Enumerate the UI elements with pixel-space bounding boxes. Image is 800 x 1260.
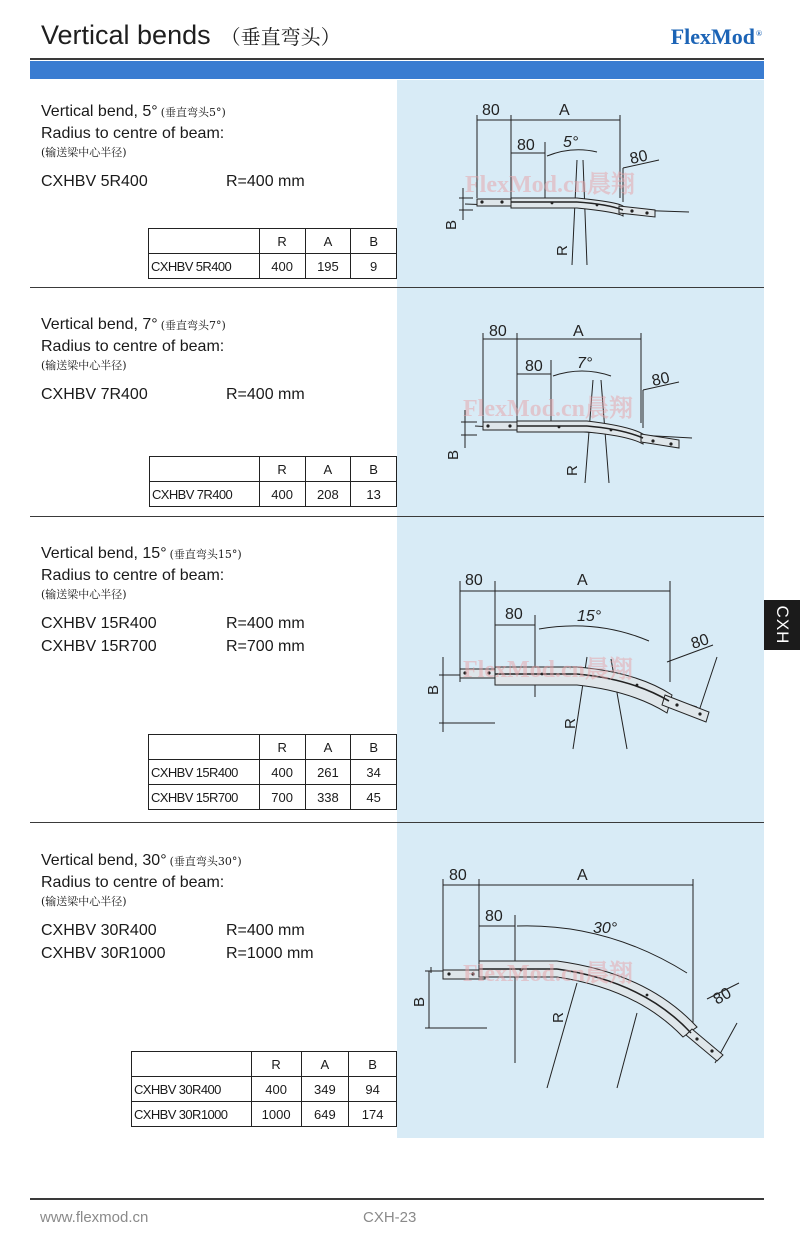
cell-code: CXHBV 30R1000: [132, 1102, 252, 1127]
dim-80-inner-5: 80: [517, 137, 535, 154]
cell-a: 649: [301, 1102, 349, 1127]
table-header-row: [150, 457, 397, 482]
cell-code: CXHBV 5R400: [149, 254, 260, 279]
cell-b: 45: [351, 785, 397, 810]
dim-80-inner-7: 80: [525, 358, 543, 375]
header-cell-r: R: [259, 735, 305, 760]
model-row: [41, 942, 314, 965]
model-list-30: [41, 919, 314, 965]
section-tab-label: CXH: [773, 605, 792, 645]
header-cell-r: R: [259, 229, 305, 254]
dim-b-5: B: [443, 219, 460, 230]
dim-a-5: A: [559, 102, 570, 119]
dim-80-inner-15: 80: [505, 606, 523, 623]
watermark-30: FlexMod.cn晨翔: [463, 961, 633, 987]
header-cell-r: R: [259, 457, 305, 482]
table-row: [132, 1102, 397, 1127]
table-row: [149, 760, 397, 785]
dimension-table-15: [148, 734, 397, 810]
table-header-row: [149, 735, 397, 760]
watermark-7: FlexMod.cn晨翔: [463, 396, 633, 422]
dim-a-15: A: [577, 572, 588, 589]
dim-80-right-30: 80: [710, 984, 735, 1009]
section-heading-30: [41, 850, 314, 873]
cell-a: 349: [301, 1077, 349, 1102]
dim-a-7: A: [573, 323, 584, 340]
cell-a: 338: [305, 785, 351, 810]
radius-label: Radius to centre of beam:: [41, 874, 225, 891]
diagram-panel-5: [397, 80, 764, 287]
table-row: [132, 1077, 397, 1102]
header-cell-b: B: [351, 457, 397, 482]
section-heading-5: [41, 101, 305, 124]
model-row: [41, 170, 305, 193]
header-band: [30, 61, 764, 79]
header-cell-blank: [149, 229, 260, 254]
dim-80-left-7: 80: [489, 323, 507, 340]
bend-diagram-30: [397, 823, 764, 1138]
model-code: CXHBV 30R400: [41, 922, 157, 939]
radius-label: Radius to centre of beam:: [41, 338, 225, 355]
radius-label: Radius to centre of beam:: [41, 567, 225, 584]
model-row: [41, 919, 314, 942]
page-number: CXH-23: [363, 1209, 417, 1226]
section-heading-7: [41, 314, 305, 337]
radius-label-cn: (输送梁中心半径): [41, 895, 127, 908]
diagram-panel-15: [397, 517, 764, 822]
dim-80-inner-30: 80: [485, 908, 503, 925]
cell-r: 400: [259, 760, 305, 785]
cell-b: 34: [351, 760, 397, 785]
cell-code: CXHBV 7R400: [150, 482, 260, 507]
table-header-row: [132, 1052, 397, 1077]
page-title: [41, 20, 341, 51]
header-cell-a: A: [305, 735, 351, 760]
cell-a: 195: [305, 254, 351, 279]
section-text-30: [41, 850, 314, 965]
cell-b: 13: [351, 482, 397, 507]
model-radius: R=700 mm: [226, 638, 305, 655]
title-cn: （垂直弯头）: [220, 25, 341, 49]
brand-logo: [671, 24, 762, 50]
section-tab-cxh: [764, 600, 800, 650]
dim-r-5: R: [554, 245, 571, 256]
header-cell-a: A: [301, 1052, 349, 1077]
title-text: Vertical bends: [41, 20, 211, 50]
section-bend-5: [30, 80, 764, 288]
brand-registered-mark: ®: [756, 28, 762, 38]
dim-80-left-15: 80: [465, 572, 483, 589]
bend-diagram-15: [397, 517, 764, 822]
angle-label-15: 15°: [577, 608, 602, 625]
header-cell-blank: [149, 735, 260, 760]
section-text-15: [41, 543, 305, 658]
footer-url: www.flexmod.cn: [40, 1209, 149, 1226]
dim-r-7: R: [564, 465, 581, 476]
model-row: [41, 635, 305, 658]
table-row: [149, 254, 397, 279]
model-code: CXHBV 5R400: [41, 173, 148, 190]
dim-80-left-30: 80: [449, 867, 467, 884]
heading-text: Vertical bend, 7°: [41, 316, 158, 333]
heading-cn: (垂直弯头5°): [160, 106, 226, 119]
cell-a: 208: [305, 482, 351, 507]
table-header-row: [149, 229, 397, 254]
model-radius: R=400 mm: [226, 386, 305, 403]
dim-80-left-5: 80: [482, 102, 500, 119]
angle-label-7: 7°: [577, 355, 593, 372]
model-code: CXHBV 30R1000: [41, 945, 166, 962]
cell-r: 400: [259, 254, 305, 279]
heading-text: Vertical bend, 15°: [41, 545, 167, 562]
model-code: CXHBV 7R400: [41, 386, 148, 403]
cell-r: 1000: [251, 1102, 301, 1127]
header-rule: [30, 58, 764, 60]
table-row: [149, 785, 397, 810]
radius-label-cn: (输送梁中心半径): [41, 146, 127, 159]
header-cell-b: B: [351, 735, 397, 760]
cell-b: 94: [349, 1077, 397, 1102]
header-cell-blank: [132, 1052, 252, 1077]
model-row: [41, 383, 305, 406]
header-cell-r: R: [251, 1052, 301, 1077]
radius-label-cn: (输送梁中心半径): [41, 359, 127, 372]
dim-r-30: R: [550, 1012, 567, 1023]
section-bend-30: [30, 823, 764, 1138]
cell-a: 261: [305, 760, 351, 785]
model-radius: R=400 mm: [226, 615, 305, 632]
header-cell-b: B: [349, 1052, 397, 1077]
brand-name: FlexMod: [670, 24, 756, 49]
watermark-5: FlexMod.cn晨翔: [465, 172, 635, 198]
cell-code: CXHBV 15R700: [149, 785, 260, 810]
angle-label-30: 30°: [593, 920, 618, 937]
heading-text: Vertical bend, 30°: [41, 852, 167, 869]
cell-b: 9: [351, 254, 397, 279]
section-bend-15: [30, 517, 764, 823]
angle-label-5: 5°: [563, 134, 579, 151]
cell-code: CXHBV 30R400: [132, 1077, 252, 1102]
model-radius: R=400 mm: [226, 922, 305, 939]
diagram-panel-30: [397, 823, 764, 1138]
dim-80-right-7: 80: [650, 369, 672, 390]
model-list-7: [41, 383, 305, 406]
header-cell-a: A: [305, 457, 351, 482]
model-code: CXHBV 15R400: [41, 615, 157, 632]
header-cell-b: B: [351, 229, 397, 254]
dimension-table-30: [131, 1051, 397, 1127]
page-header: [0, 0, 800, 80]
dimension-table-5: [148, 228, 397, 279]
dim-a-30: A: [577, 867, 588, 884]
model-list-15: [41, 612, 305, 658]
cell-code: CXHBV 15R400: [149, 760, 260, 785]
heading-text: Vertical bend, 5°: [41, 103, 158, 120]
model-row: [41, 612, 305, 635]
header-cell-blank: [150, 457, 260, 482]
section-bend-7: [30, 288, 764, 517]
dim-80-right-5: 80: [628, 147, 650, 168]
header-cell-a: A: [305, 229, 351, 254]
heading-cn: (垂直弯头30°): [169, 855, 242, 868]
section-heading-15: [41, 543, 305, 566]
heading-cn: (垂直弯头7°): [160, 319, 226, 332]
model-radius: R=1000 mm: [226, 945, 314, 962]
bend-diagram-5: [397, 80, 764, 287]
dim-r-15: R: [562, 718, 579, 729]
dim-b-30: B: [411, 996, 428, 1007]
heading-cn: (垂直弯头15°): [169, 548, 242, 561]
watermark-15: FlexMod.cn晨翔: [463, 657, 633, 683]
dim-b-7: B: [445, 449, 462, 460]
model-list-5: [41, 170, 305, 193]
dim-80-right-15: 80: [688, 631, 712, 653]
bend-diagram-7: [397, 288, 764, 516]
section-text-7: [41, 314, 305, 406]
cell-r: 400: [251, 1077, 301, 1102]
footer-rule: [30, 1198, 764, 1200]
cell-r: 700: [259, 785, 305, 810]
model-radius: R=400 mm: [226, 173, 305, 190]
dim-b-15: B: [425, 684, 442, 695]
radius-label: Radius to centre of beam:: [41, 125, 225, 142]
table-row: [150, 482, 397, 507]
radius-label-cn: (输送梁中心半径): [41, 588, 127, 601]
diagram-panel-7: [397, 288, 764, 516]
section-text-5: [41, 101, 305, 193]
model-code: CXHBV 15R700: [41, 638, 157, 655]
cell-b: 174: [349, 1102, 397, 1127]
dimension-table-7: [149, 456, 397, 507]
cell-r: 400: [259, 482, 305, 507]
